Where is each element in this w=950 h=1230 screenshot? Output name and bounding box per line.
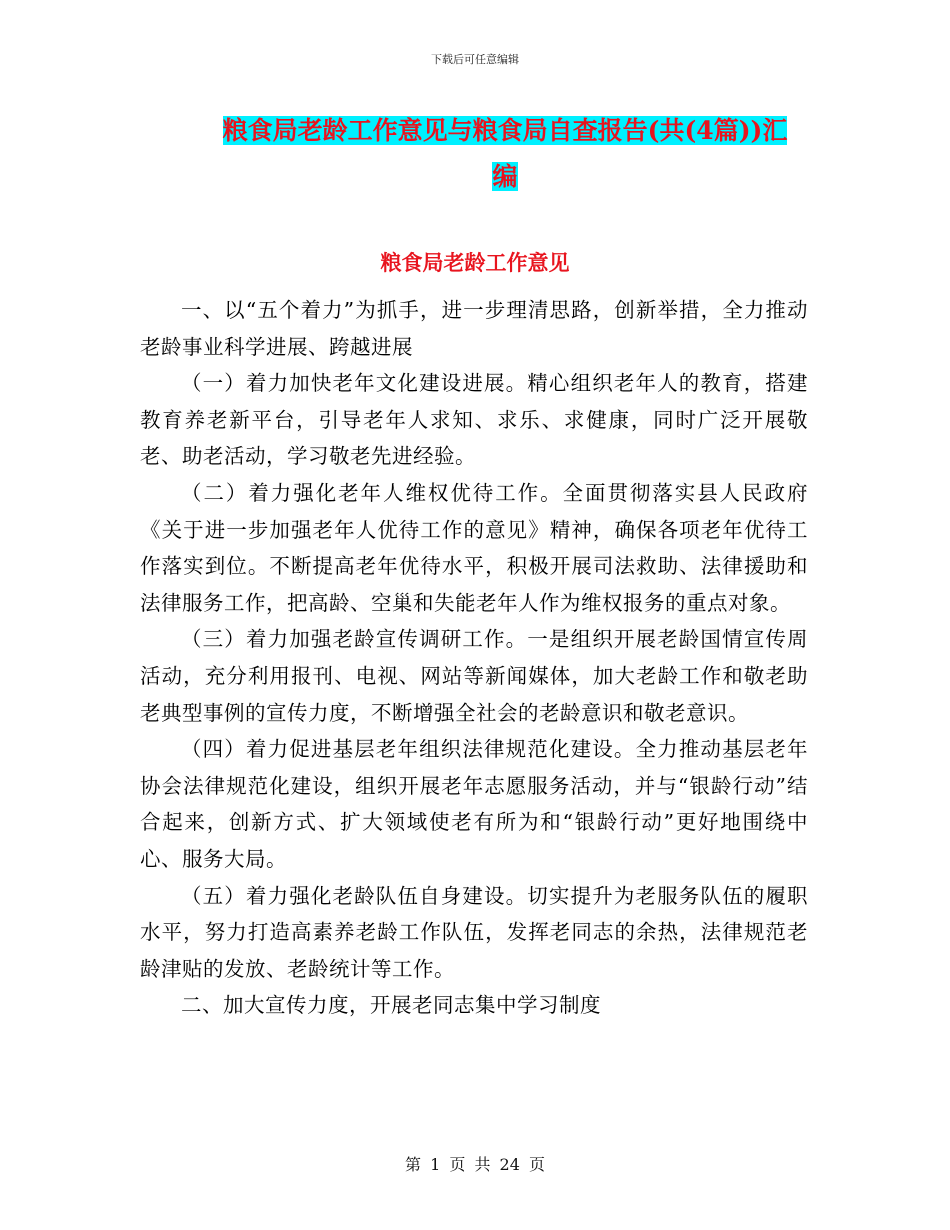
page-number: 第 1 页 共 24 页: [405, 1155, 545, 1174]
paragraph-3: （二）着力强化老年人维权优待工作。全面贯彻落实县人民政府《关于进一步加强老年人优待工作的意见》精神，确保各项老年优待工作落实到位。不断提高老年优待水平，积极开展司法救助、法律援助和法律服务工作，把高龄、空巢和失能老年人作为维权报务的重点对象。: [140, 480, 808, 615]
document-body: [140, 292, 808, 1024]
paragraph-7: 二、加大宣传力度，开展老同志集中学习制度: [181, 993, 601, 1018]
section-title: 粮食局老龄工作意见: [380, 250, 570, 275]
page-header-note: 下载后可任意编辑: [431, 53, 519, 66]
document-title: [195, 108, 815, 200]
paragraph-1: 一、以“五个着力”为抓手，进一步理清思路，创新举措，全力推动老龄事业科学进展、跨越进展: [140, 298, 808, 359]
paragraph-5: （四）着力促进基层老年组织法律规范化建设。全力推动基层老年协会法律规范化建设，组织开展老年志愿服务活动，并与“银龄行动”结合起来，创新方式、扩大领域使老有所为和“银龄行动”更好地围绕中心、服务大局。: [140, 737, 808, 871]
paragraph-6: （五）着力强化老龄队伍自身建设。切实提升为老服务队伍的履职水平，努力打造高素养老龄工作队伍，发挥老同志的余热，法律规范老龄津贴的发放、老龄统计等工作。: [140, 883, 808, 981]
paragraph-2: （一）着力加快老年文化建设进展。精心组织老年人的教育，搭建教育养老新平台，引导老年人求知、求乐、求健康，同时广泛开展敬老、助老活动，学习敬老先进经验。: [140, 371, 808, 469]
paragraph-4: （三）着力加强老龄宣传调研工作。一是组织开展老龄国情宣传周活动，充分利用报刊、电视、网站等新闻媒体，加大老龄工作和敬老助老典型事例的宣传力度，不断增强全社会的老龄意识和敬老意识。: [140, 627, 808, 725]
document-title-line-2: 编: [492, 162, 518, 191]
document-title-line-1: 粮食局老龄工作意见与粮食局自查报告(共(4篇))汇: [222, 116, 788, 145]
